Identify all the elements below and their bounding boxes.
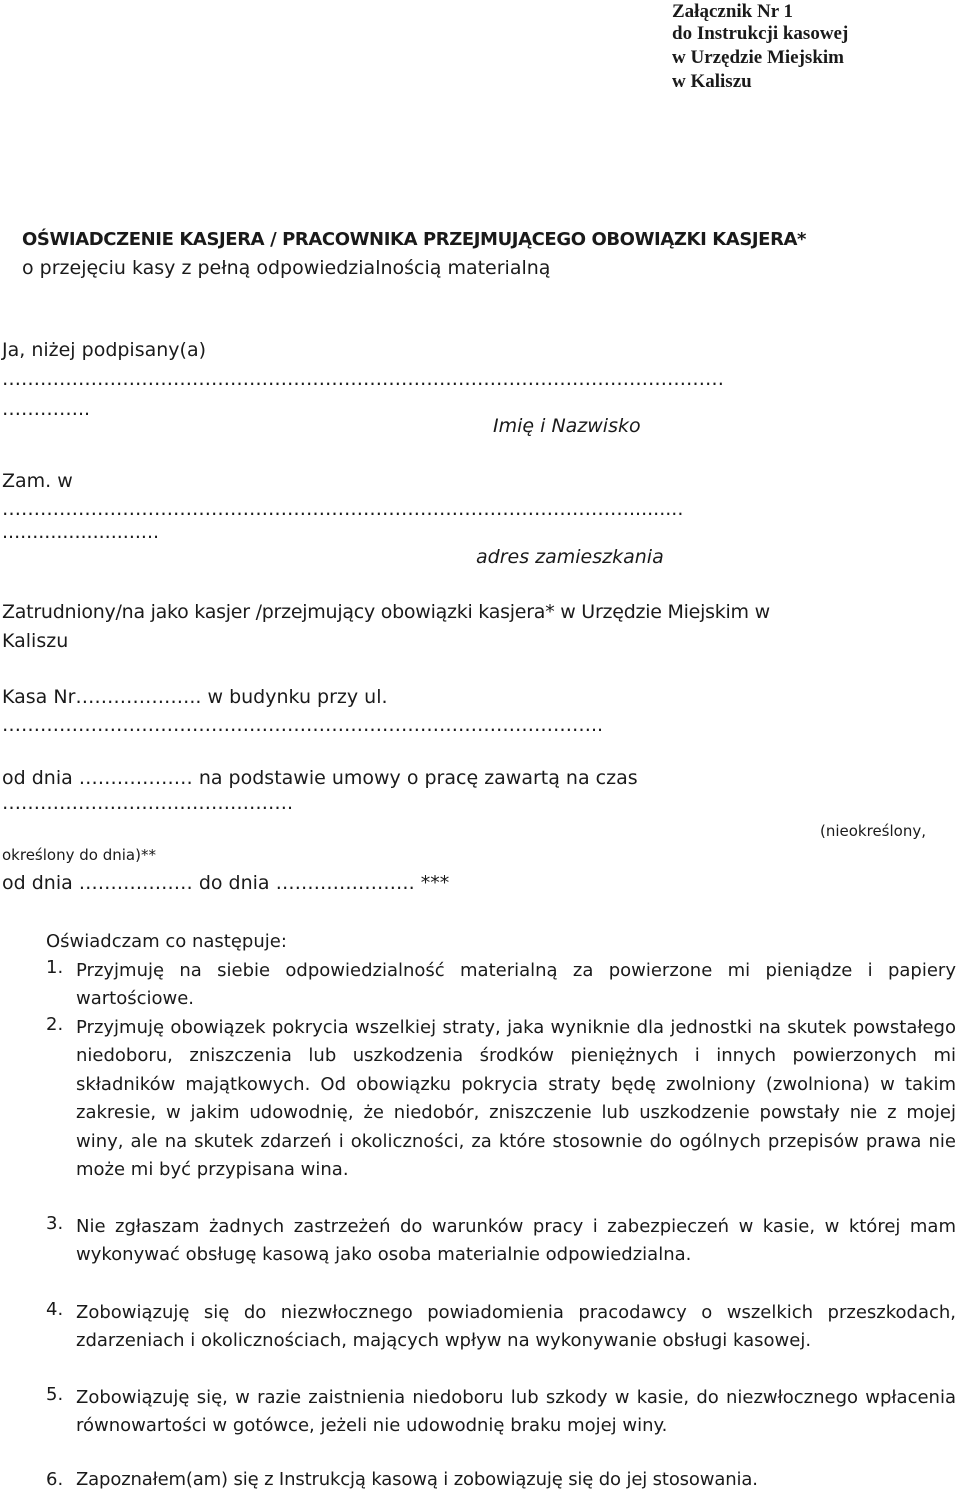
street-dots-line: ………………………………………………………………………………….. xyxy=(2,714,604,736)
contract-from-line: od dnia ……………… na podstawie umowy o pracę zawartą na czas xyxy=(2,767,638,789)
contract-type-indefinite: (nieokreślony, xyxy=(820,822,926,840)
declaration-item-2: Przyjmuję obowiązek pokrycia wszelkiej straty, jaka wyniknie dla jednostki na skutek powstałego niedoboru, zniszczenia lub uszkodzenia środków pieniężnych i innych powierzonych mi składników majątkowych. Od obowiązku pokrycia straty będę zwolniony (zwolniona) w takim zakresie, w jakim udowodnię, że niedobór, zniszczenie lub uszkodzenie powstały nie z mojej winy, ale na skutek zdarzeń i okoliczności, za które stosownie do ogólnych przepisów prawa nie może mi być przypisana wina. xyxy=(76,1017,956,1181)
attachment-line-2: do Instrukcji kasowej xyxy=(672,23,849,44)
declaration-item-4: Zobowiązuję się do niezwłocznego powiadomienia pracodawcy o wszelkich przeszkodach, zdarzeniach i okolicznościach, mających wpływ na wykonywanie obsługi kasowej. xyxy=(76,1302,956,1352)
address-caption: adres zamieszkania xyxy=(476,546,664,568)
item-number: 2. xyxy=(46,1014,64,1035)
attachment-line-1: Załącznik Nr 1 xyxy=(672,1,794,22)
cashdesk-line: Kasa Nr……………….. w budynku przy ul. xyxy=(2,686,388,708)
document-title: OŚWIADCZENIE KASJERA / PRACOWNIKA PRZEJMUJĄCEGO OBOWIĄZKI KASJERA* xyxy=(22,229,807,250)
date-range-line: od dnia ……………… do dnia …………………. *** xyxy=(2,872,450,894)
document-subtitle: o przejęciu kasy z pełną odpowiedzialnością materialną xyxy=(22,257,551,279)
name-caption: Imię i Nazwisko xyxy=(493,415,641,437)
item-number: 3. xyxy=(46,1213,64,1234)
item-number: 1. xyxy=(46,957,64,978)
attachment-line-3: w Urzędzie Miejskim xyxy=(672,47,844,68)
declaration-item-6: Zapoznałem(am) się z Instrukcją kasową i zobowiązuję się do jej stosowania. xyxy=(76,1469,758,1490)
attachment-line-4: w Kaliszu xyxy=(672,71,752,92)
employment-line-2: Kaliszu xyxy=(2,630,69,652)
address-dots-line-2: .......................... xyxy=(2,521,160,543)
contract-dots-line: ………………………………………. xyxy=(2,792,294,814)
declaration-item-5: Zobowiązuję się, w razie zaistnienia niedoboru lub szkody w kasie, do niezwłocznego wpłacenia równowartości w gotówce, jeżeli nie udowodnię braku mojej winy. xyxy=(76,1387,956,1437)
item-number: 6. xyxy=(46,1469,64,1490)
employment-line-1: Zatrudniony/na jako kasjer /przejmujący obowiązki kasjera* w Urzędzie Miejskim w xyxy=(2,601,770,623)
declaration-item-1: Przyjmuję na siebie odpowiedzialność materialną za powierzone mi pieniądze i papiery wartościowe. xyxy=(76,960,956,1009)
name-dots-line-1: …………………………………………………………………………………………………… xyxy=(2,368,724,390)
address-dots-line-1: ………………………………………………………………………………………......... xyxy=(2,498,684,520)
item-number: 4. xyxy=(46,1299,64,1320)
signed-label: Ja, niżej podpisany(a) xyxy=(2,339,207,361)
name-dots-line-2: ………….. xyxy=(2,398,91,420)
declaration-intro: Oświadczam co następuje: xyxy=(46,931,287,952)
address-label: Zam. w xyxy=(2,470,73,492)
item-number: 5. xyxy=(46,1384,64,1405)
contract-type-fixed: określony do dnia)** xyxy=(2,846,156,864)
declaration-item-3: Nie zgłaszam żadnych zastrzeżeń do warunków pracy i zabezpieczeń w kasie, w której mam wykonywać obsługę kasową jako osoba materialnie odpowiedzialna. xyxy=(76,1216,956,1266)
